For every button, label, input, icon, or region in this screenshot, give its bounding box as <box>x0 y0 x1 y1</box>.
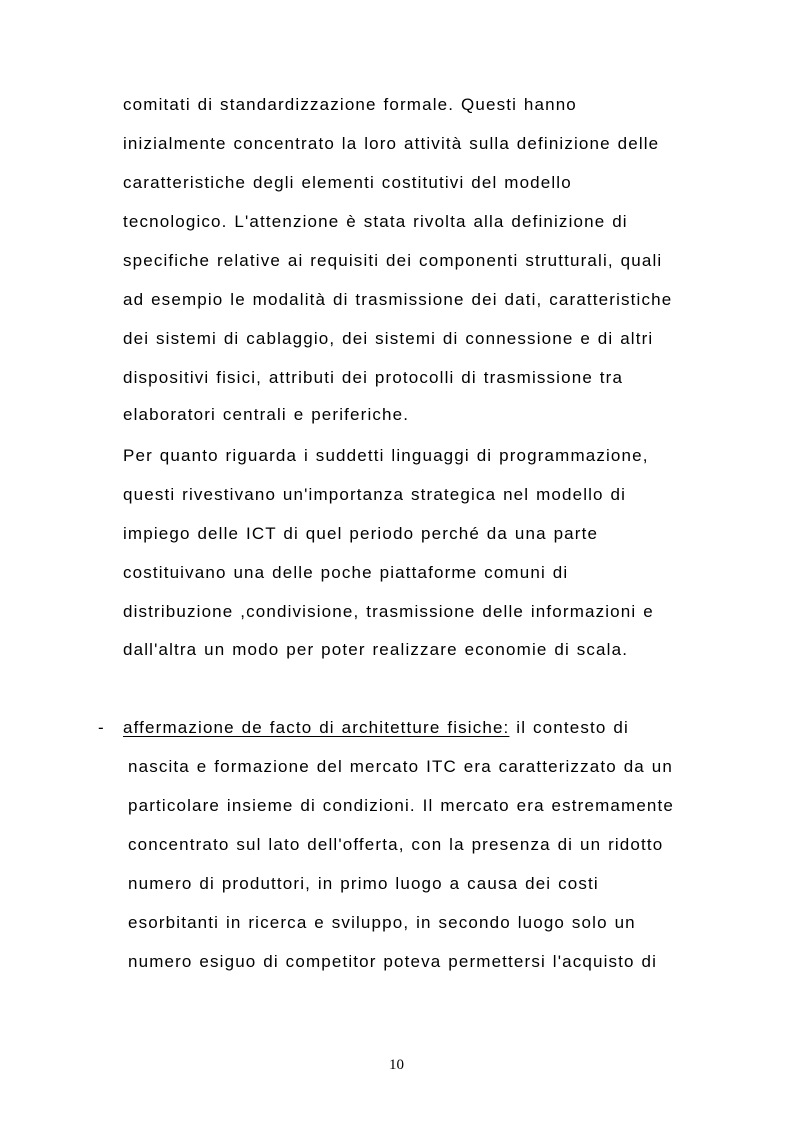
text-line: dei sistemi di cablaggio, dei sistemi di connessione e di altri <box>123 329 654 348</box>
text-line: dall'altra un modo per poter realizzare economie di scala. <box>123 640 629 659</box>
text-line: concentrato sul lato dell'offerta, con la presenza di un ridotto <box>128 835 664 854</box>
bullet-first-line <box>123 718 629 738</box>
text-line: costituivano una delle poche piattaforme comuni di <box>123 563 569 582</box>
bullet-heading: affermazione de facto di architetture fisiche: <box>123 718 510 737</box>
text-line: esorbitanti in ricerca e sviluppo, in secondo luogo solo un <box>128 913 636 932</box>
text-line: caratteristiche degli elementi costitutivi del modello <box>123 173 572 192</box>
text-line: distribuzione ,condivisione, trasmissione delle informazioni e <box>123 602 654 621</box>
text-line: impiego delle ICT di quel periodo perché da una parte <box>123 524 599 543</box>
text-line: tecnologico. L'attenzione è stata rivolta alla definizione di <box>123 212 628 231</box>
bullet-marker: - <box>98 718 104 737</box>
text-line: specifiche relative ai requisiti dei componenti strutturali, quali <box>123 251 663 270</box>
text-line: questi rivestivano un'importanza strategica nel modello di <box>123 485 627 504</box>
bullet-first-line-rest: il contesto di <box>509 718 629 737</box>
text-line: numero esiguo di competitor poteva permettersi l'acquisto di <box>128 952 658 971</box>
text-line: dispositivi fisici, attributi dei protocolli di trasmissione tra <box>123 368 624 387</box>
text-line: inizialmente concentrato la loro attività sulla definizione delle <box>123 134 660 153</box>
text-line: numero di produttori, in primo luogo a causa dei costi <box>128 874 599 893</box>
text-line: comitati di standardizzazione formale. Questi hanno <box>123 95 577 114</box>
text-line: Per quanto riguarda i suddetti linguaggi di programmazione, <box>123 446 649 465</box>
text-line: ad esempio le modalità di trasmissione dei dati, caratteristiche <box>123 290 673 309</box>
text-line: elaboratori centrali e periferiche. <box>123 405 410 424</box>
text-line: particolare insieme di condizioni. Il mercato era estremamente <box>128 796 675 815</box>
text-line: nascita e formazione del mercato ITC era caratterizzato da un <box>128 757 673 776</box>
page-number: 10 <box>389 1057 404 1073</box>
